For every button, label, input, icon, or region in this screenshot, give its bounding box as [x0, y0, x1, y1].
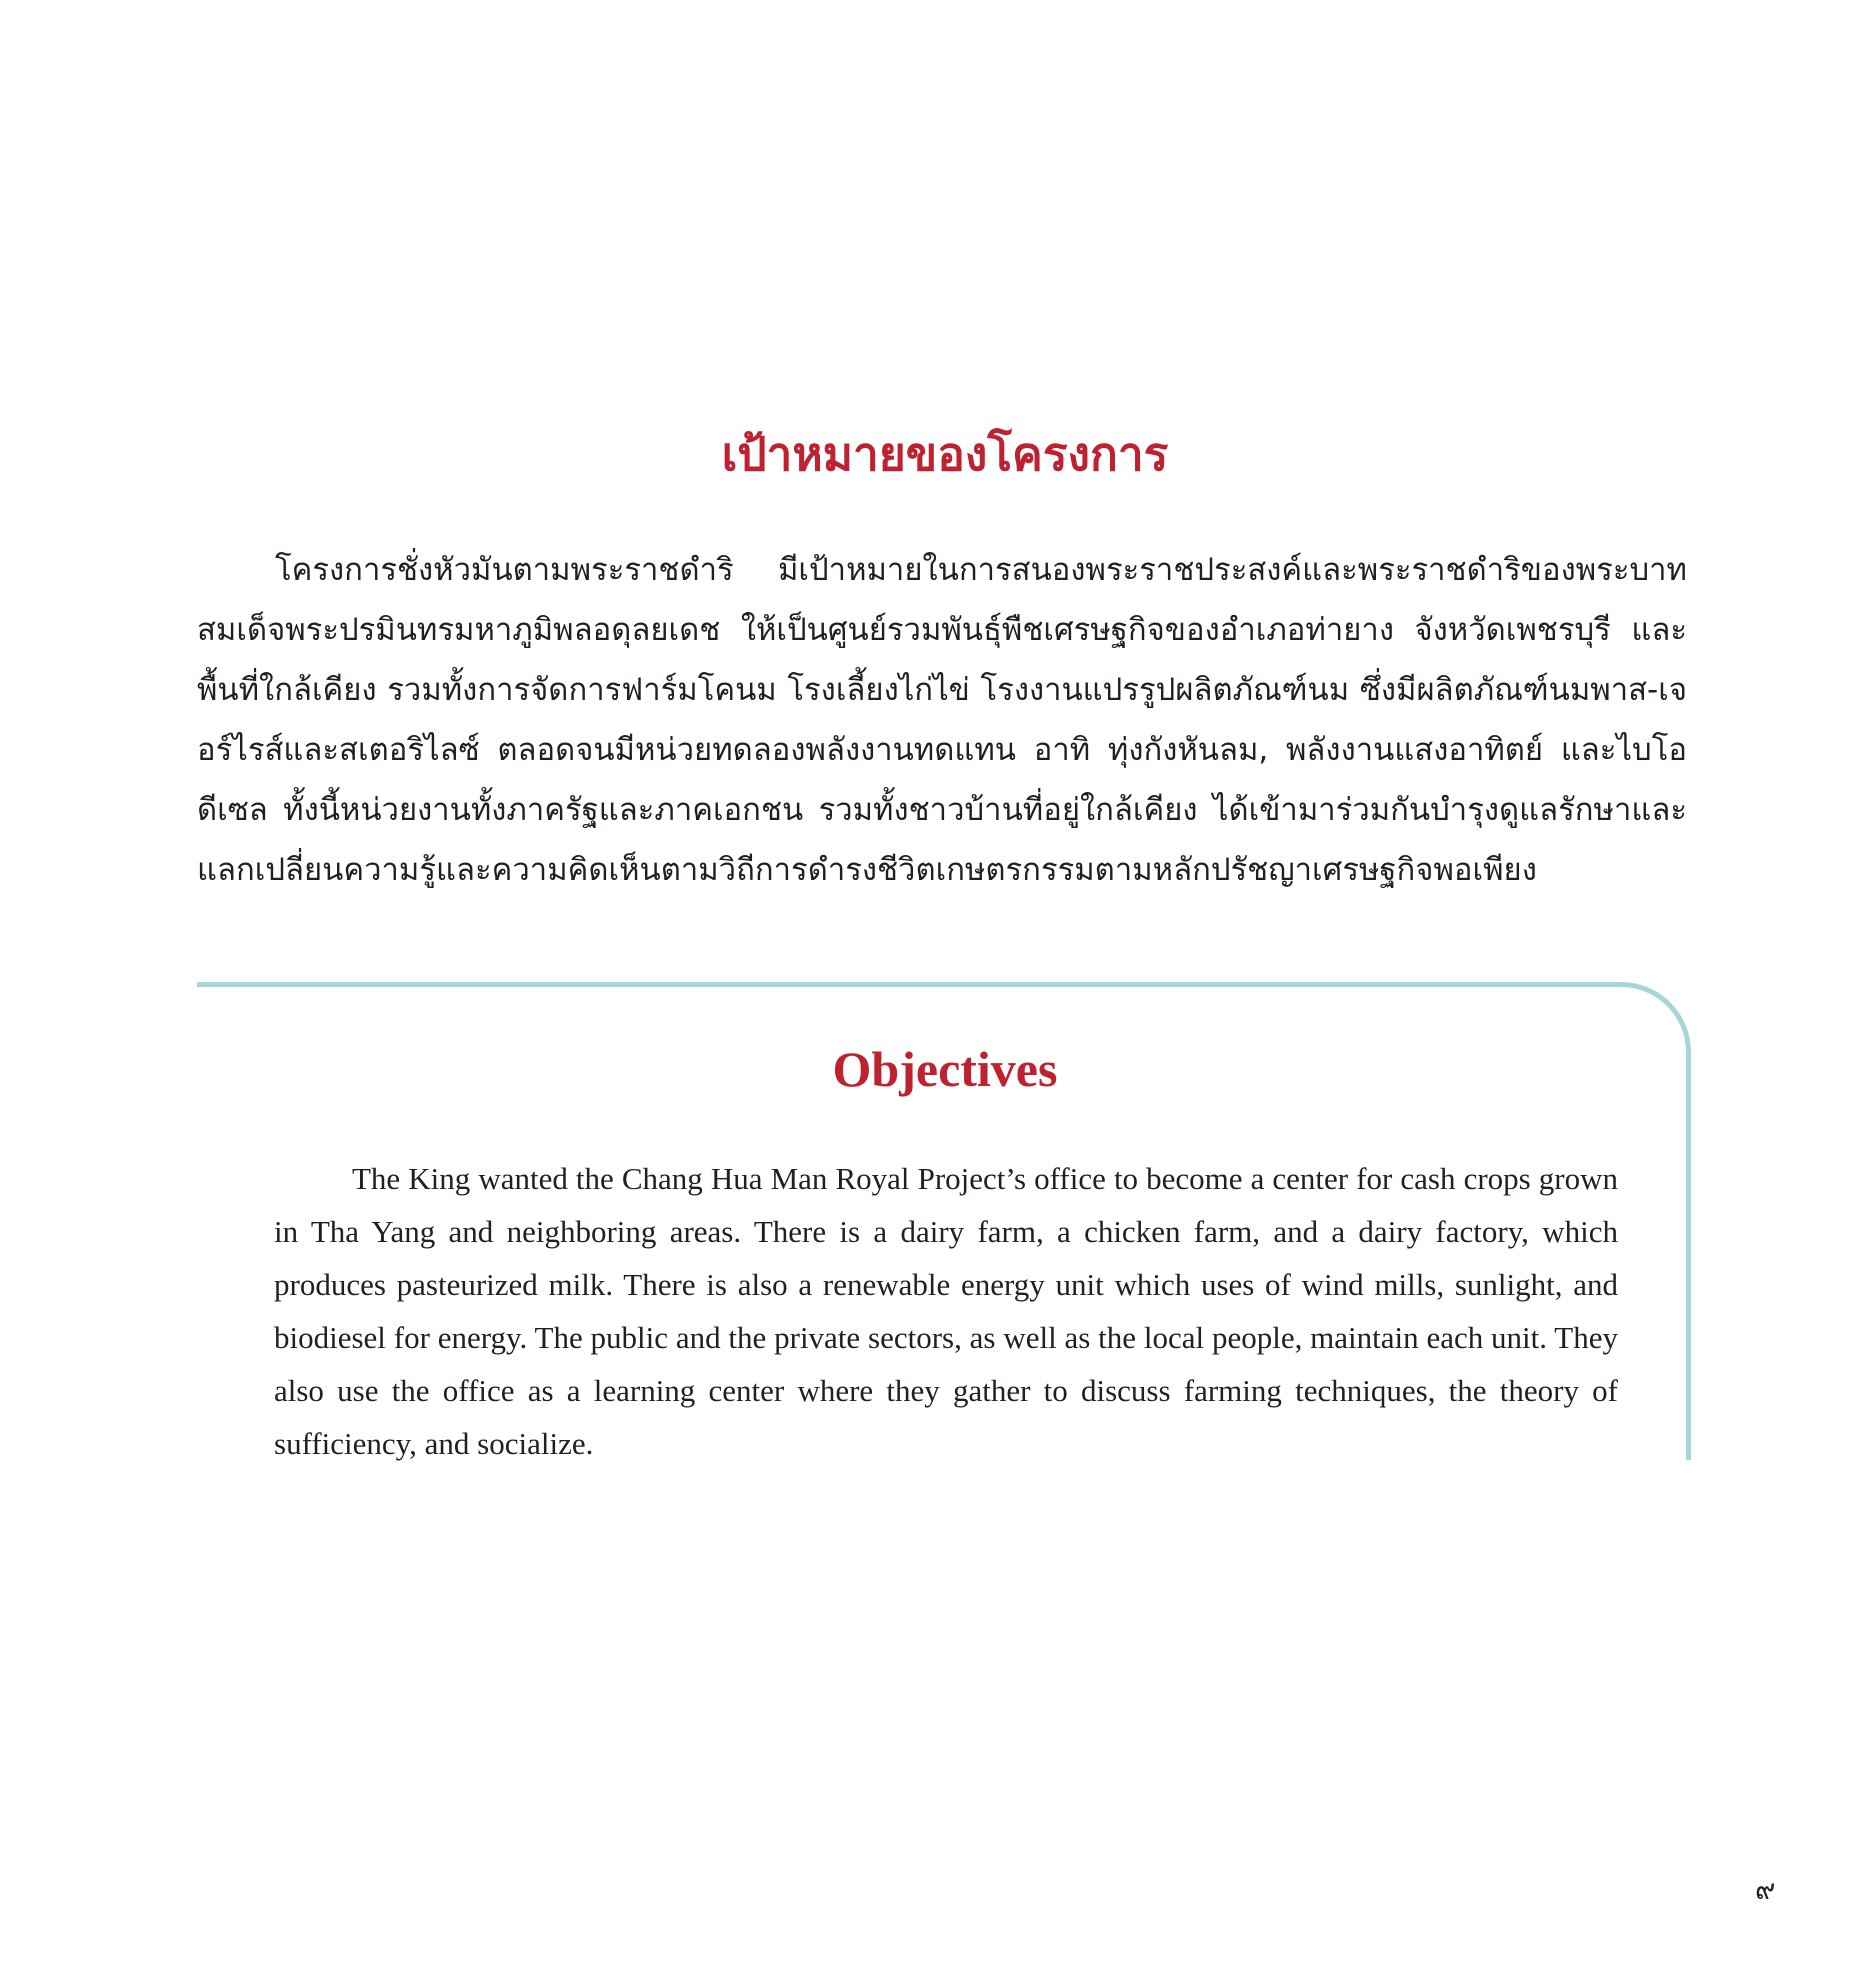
thai-section-body: โครงการชั่งหัวมันตามพระราชดำริ มีเป้าหมายในการสนองพระราชประสงค์และพระราชดำริของพระบาทสมเด็จพระปรมินทรมหาภูมิพลอดุลยเดช ให้เป็นศูนย์รวมพันธุ์พืชเศรษฐกิจของอำเภอท่ายาง จังหวัดเพชรบุรี และพื้นที่ใกล้เคียง รวมทั้งการจัดการฟาร์มโคนม โรงเลี้ยงไก่ไข่ โรงงานแปรรูปผลิตภัณฑ์นม ซึ่งมีผลิตภัณฑ์นมพาส-เจอร์ไรส์และสเตอริไลซ์ ตลอดจนมีหน่วยทดลองพลังงานทดแทน อาทิ ทุ่งกังหันลม, พลังงานแสงอาทิตย์ และไบโอดีเซล ทั้งนี้หน่วยงานทั้งภาครัฐและภาคเอกชน รวมทั้งชาวบ้านที่อยู่ใกล้เคียง ได้เข้ามาร่วมกันบำรุงดูแลรักษาและแลกเปลี่ยนความรู้และความคิดเห็นตามวิถีการดำรงชีวิตเกษตรกรรมตามหลักปรัชญาเศรษฐกิจพอเพียง [197, 552, 1687, 888]
english-section-title: Objectives [832, 1041, 1058, 1097]
thai-section-title: เป้าหมายของโครงการ [721, 427, 1169, 481]
english-section-body: The King wanted the Chang Hua Man Royal Project’s office to become a center for cash crops grown in Tha Yang and neighboring areas. There is a dairy farm, a chicken farm, and a dairy factory, which produces pasteurized milk. There is also a renewable energy unit which uses of wind mills, sunlight, and biodiesel for energy. The public and the private sectors, as well as the local people, maintain each unit. They also use the office as a learning center where they gather to discuss farming techniques, the theory of sufficiency, and socialize. [274, 1161, 1618, 1461]
page-number: ๙ [1755, 1873, 1776, 1906]
